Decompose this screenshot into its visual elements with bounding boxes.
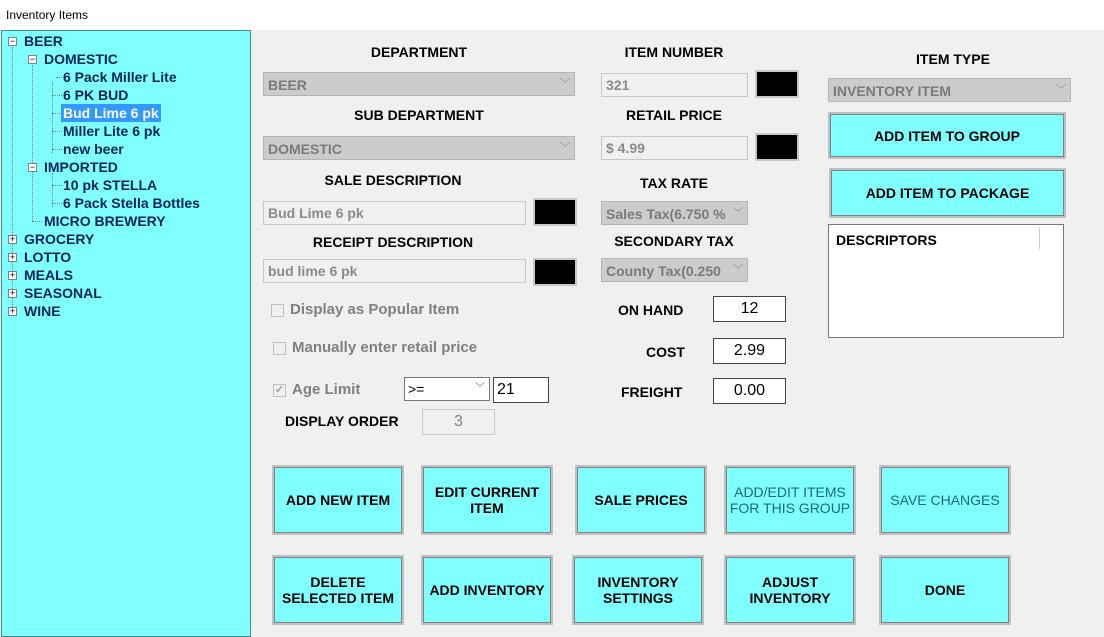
descriptors-list[interactable]: [828, 224, 1064, 338]
tree-line: [32, 221, 42, 222]
add-inventory-button[interactable]: ADD INVENTORY: [421, 555, 553, 625]
chevron-down-icon: ﹀: [1056, 85, 1066, 96]
sub-department-value: DOMESTIC: [268, 141, 342, 157]
tree-node-item[interactable]: 6 Pack Stella Bottles: [63, 195, 200, 211]
chevron-down-icon: ﹀: [733, 208, 743, 219]
item-type-select[interactable]: [828, 78, 1071, 102]
tree-node-micro-brewery[interactable]: MICRO BREWERY: [44, 213, 166, 229]
collapse-icon[interactable]: −: [29, 54, 36, 64]
receipt-description-field[interactable]: bud lime 6 pk: [263, 259, 526, 283]
on-hand-field[interactable]: 12: [713, 296, 786, 322]
tree-node-seasonal[interactable]: SEASONAL: [24, 285, 102, 301]
item-number-field[interactable]: 321: [601, 73, 748, 97]
checkbox-box[interactable]: [271, 304, 284, 317]
item-type-label: ITEM TYPE: [916, 51, 990, 67]
expand-icon[interactable]: +: [9, 270, 16, 280]
age-limit-input[interactable]: 21: [493, 377, 549, 403]
chevron-down-icon: ﹀: [733, 265, 743, 276]
tax-rate-select[interactable]: [601, 201, 748, 225]
tree-node-item[interactable]: 6 PK BUD: [63, 87, 129, 103]
title-bar: [0, 0, 1104, 30]
display-order-label: DISPLAY ORDER: [285, 413, 399, 429]
item-type-value: INVENTORY ITEM: [833, 83, 951, 99]
sub-department-label: SUB DEPARTMENT: [354, 107, 484, 123]
descriptors-header: DESCRIPTORS: [836, 232, 937, 248]
cost-label: COST: [646, 344, 685, 360]
sale-description-field[interactable]: Bud Lime 6 pk: [263, 201, 526, 225]
add-edit-group-items-button[interactable]: ADD/EDIT ITEMS FOR THIS GROUP: [724, 465, 856, 535]
receipt-description-label: RECEIPT DESCRIPTION: [312, 234, 474, 250]
add-new-item-button[interactable]: ADD NEW ITEM: [272, 465, 404, 535]
tree-node-item-selected[interactable]: Bud Lime 6 pk: [63, 105, 159, 121]
popular-item-label: Display as Popular Item: [290, 301, 460, 318]
tree-node-lotto[interactable]: LOTTO: [24, 249, 72, 265]
age-limit-label: Age Limit: [292, 381, 361, 398]
expand-icon[interactable]: +: [9, 234, 16, 244]
display-order-field[interactable]: 3: [422, 409, 495, 435]
retail-price-label: RETAIL PRICE: [626, 107, 722, 123]
window-title: Inventory Items: [6, 8, 89, 22]
tree-line: [52, 95, 62, 96]
sale-description-color-swatch[interactable]: [533, 198, 577, 226]
chevron-down-icon: ﹀: [560, 143, 570, 154]
item-number-label: ITEM NUMBER: [624, 44, 724, 60]
tree-node-item[interactable]: 10 pk STELLA: [63, 177, 158, 193]
tree-line: [52, 203, 62, 204]
tax-rate-value: Sales Tax(6.750 %: [606, 206, 726, 222]
delete-selected-item-button[interactable]: DELETE SELECTED ITEM: [272, 555, 404, 625]
item-number-color-swatch[interactable]: [755, 70, 799, 98]
tree-node-beer[interactable]: BEER: [24, 33, 63, 49]
age-operator-select[interactable]: [404, 377, 490, 401]
manual-price-label: Manually enter retail price: [292, 339, 478, 356]
tree-node-domestic[interactable]: DOMESTIC: [44, 51, 118, 67]
on-hand-label: ON HAND: [618, 302, 684, 318]
add-item-to-group-button[interactable]: ADD ITEM TO GROUP: [828, 112, 1066, 159]
chevron-down-icon: ﹀: [560, 79, 570, 90]
department-select[interactable]: [263, 72, 575, 96]
sale-prices-button[interactable]: SALE PRICES: [575, 465, 707, 535]
collapse-icon[interactable]: −: [29, 162, 36, 172]
adjust-inventory-button[interactable]: ADJUST INVENTORY: [724, 555, 856, 625]
receipt-description-color-swatch[interactable]: [533, 258, 577, 286]
tree-node-grocery[interactable]: GROCERY: [24, 231, 95, 247]
tree-node-item[interactable]: 6 Pack Miller Lite: [63, 69, 177, 85]
tree-line: [52, 83, 53, 153]
tree-node-meals[interactable]: MEALS: [24, 267, 73, 283]
expand-icon[interactable]: +: [9, 252, 16, 262]
expand-icon[interactable]: +: [9, 306, 16, 316]
collapse-icon[interactable]: −: [9, 36, 16, 46]
tree-node-item[interactable]: Miller Lite 6 pk: [63, 123, 161, 139]
tree-node-item[interactable]: new beer: [63, 141, 124, 157]
tree-line: [56, 77, 62, 78]
secondary-tax-select[interactable]: [601, 258, 748, 282]
secondary-tax-label: SECONDARY TAX: [614, 233, 734, 249]
age-operator-value: >=: [408, 381, 425, 397]
check-icon[interactable]: ✓: [274, 383, 285, 396]
checkbox-box[interactable]: [273, 342, 286, 355]
cost-field[interactable]: 2.99: [713, 338, 786, 364]
popular-item-checkbox[interactable]: [271, 301, 459, 318]
column-divider: [1039, 227, 1040, 249]
expand-icon[interactable]: +: [9, 288, 16, 298]
tree-line: [52, 185, 62, 186]
add-item-to-package-button[interactable]: ADD ITEM TO PACKAGE: [829, 168, 1066, 218]
manual-price-checkbox[interactable]: [273, 339, 477, 356]
department-value: BEER: [268, 77, 307, 93]
tree-node-imported[interactable]: IMPORTED: [44, 159, 118, 175]
retail-price-field[interactable]: $ 4.99: [601, 136, 748, 160]
freight-field[interactable]: 0.00: [713, 378, 786, 404]
sale-description-label: SALE DESCRIPTION: [324, 172, 462, 188]
tree-line: [32, 65, 33, 221]
age-limit-checkbox[interactable]: [273, 381, 360, 398]
freight-label: FREIGHT: [621, 384, 683, 400]
done-button[interactable]: DONE: [879, 555, 1011, 625]
tax-rate-label: TAX RATE: [640, 175, 708, 191]
tree-node-wine[interactable]: WINE: [24, 303, 61, 319]
save-changes-button[interactable]: SAVE CHANGES: [879, 465, 1011, 535]
sub-department-select[interactable]: [263, 136, 575, 160]
tree-line: [52, 131, 62, 132]
edit-current-item-button[interactable]: EDIT CURRENT ITEM: [421, 465, 553, 535]
secondary-tax-value: County Tax(0.250: [606, 263, 721, 279]
category-tree[interactable]: [1, 30, 251, 637]
retail-price-color-swatch[interactable]: [755, 133, 799, 161]
inventory-settings-button[interactable]: INVENTORY SETTINGS: [572, 555, 704, 625]
tree-line: [52, 173, 53, 207]
chevron-down-icon: ﹀: [475, 383, 485, 394]
tree-line: [52, 149, 62, 150]
department-label: DEPARTMENT: [370, 44, 468, 60]
